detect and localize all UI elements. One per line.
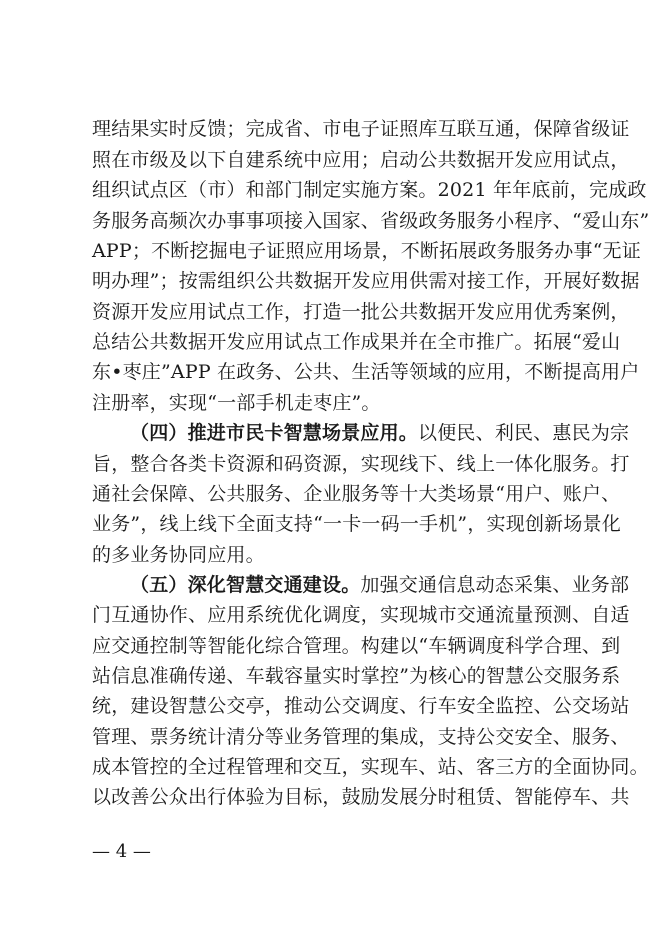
paragraph-line: 理结果实时反馈；完成省、市电子证照库互联互通，保障省级证 bbox=[92, 118, 630, 140]
paragraph-text: 以便民、利民、惠民为宗 bbox=[418, 422, 630, 444]
paragraph-line: 通社会保障、公共服务、企业服务等十大类场景“用户、账户、 bbox=[92, 483, 621, 505]
paragraph-line: 务服务高频次办事事项接入国家、省级政务服务小程序、“爱山东” bbox=[92, 210, 650, 232]
paragraph-line: 管理、票务统计清分等业务管理的集成，支持公交安全、服务、 bbox=[92, 726, 630, 748]
paragraph-line: 业务”，线上线下全面支持“一卡一码一手机”，实现创新场景化 bbox=[92, 513, 621, 535]
paragraph-line: 站信息准确传递、车载容量实时掌控”为核心的智慧公交服务系 bbox=[92, 665, 621, 687]
paragraph-line: 资源开发应用试点工作，打造一批公共数据开发应用优秀案例， bbox=[92, 301, 630, 323]
paragraph-line: 明办理”；按需组织公共数据开发应用供需对接工作，开展好数据 bbox=[92, 270, 640, 292]
paragraph-line: 以改善公众出行体验为目标，鼓励发展分时租赁、智能停车、共 bbox=[92, 786, 630, 808]
paragraph-line: 门互通协作、应用系统优化调度，实现城市交通流量预测、自适 bbox=[92, 604, 630, 626]
paragraph-line: 的多业务协同应用。 bbox=[92, 544, 265, 566]
paragraph-first-line bbox=[130, 570, 630, 600]
paragraph-line: 组织试点区（市）和部门制定实施方案。2021 年年底前，完成政 bbox=[92, 179, 647, 201]
paragraph-line: 东•枣庄”APP 在政务、公共、生活等领域的应用，不断提高用户 bbox=[92, 361, 640, 383]
section-heading: （五）深化智慧交通建设。 bbox=[130, 574, 361, 596]
paragraph-line: 成本管控的全过程管理和交互，实现车、站、客三方的全面协同。 bbox=[92, 756, 649, 778]
paragraph-line: 统，建设智慧公交亭，推动公交调度、行车安全监控、公交场站 bbox=[92, 695, 630, 717]
paragraph-line: 旨，整合各类卡资源和码资源，实现线下、线上一体化服务。打 bbox=[92, 453, 630, 475]
paragraph-line: 注册率，实现“一部手机走枣庄”。 bbox=[92, 392, 381, 414]
page-number: — 4 — bbox=[92, 841, 151, 862]
paragraph-line: 总结公共数据开发应用试点工作成果并在全市推广。拓展“爱山 bbox=[92, 331, 621, 353]
paragraph-first-line bbox=[130, 418, 630, 448]
section-heading: （四）推进市民卡智慧场景应用。 bbox=[130, 422, 419, 444]
paragraph-line: 应交通控制等智能化综合管理。构建以“车辆调度科学合理、到 bbox=[92, 635, 621, 657]
paragraph-line: APP；不断挖掘电子证照应用场景，不断拓展政务服务办事“无证 bbox=[92, 240, 642, 262]
paragraph-line: 照在市级及以下自建系统中应用；启动公共数据开发应用试点， bbox=[92, 149, 630, 171]
paragraph-text: 加强交通信息动态采集、业务部 bbox=[360, 574, 630, 596]
